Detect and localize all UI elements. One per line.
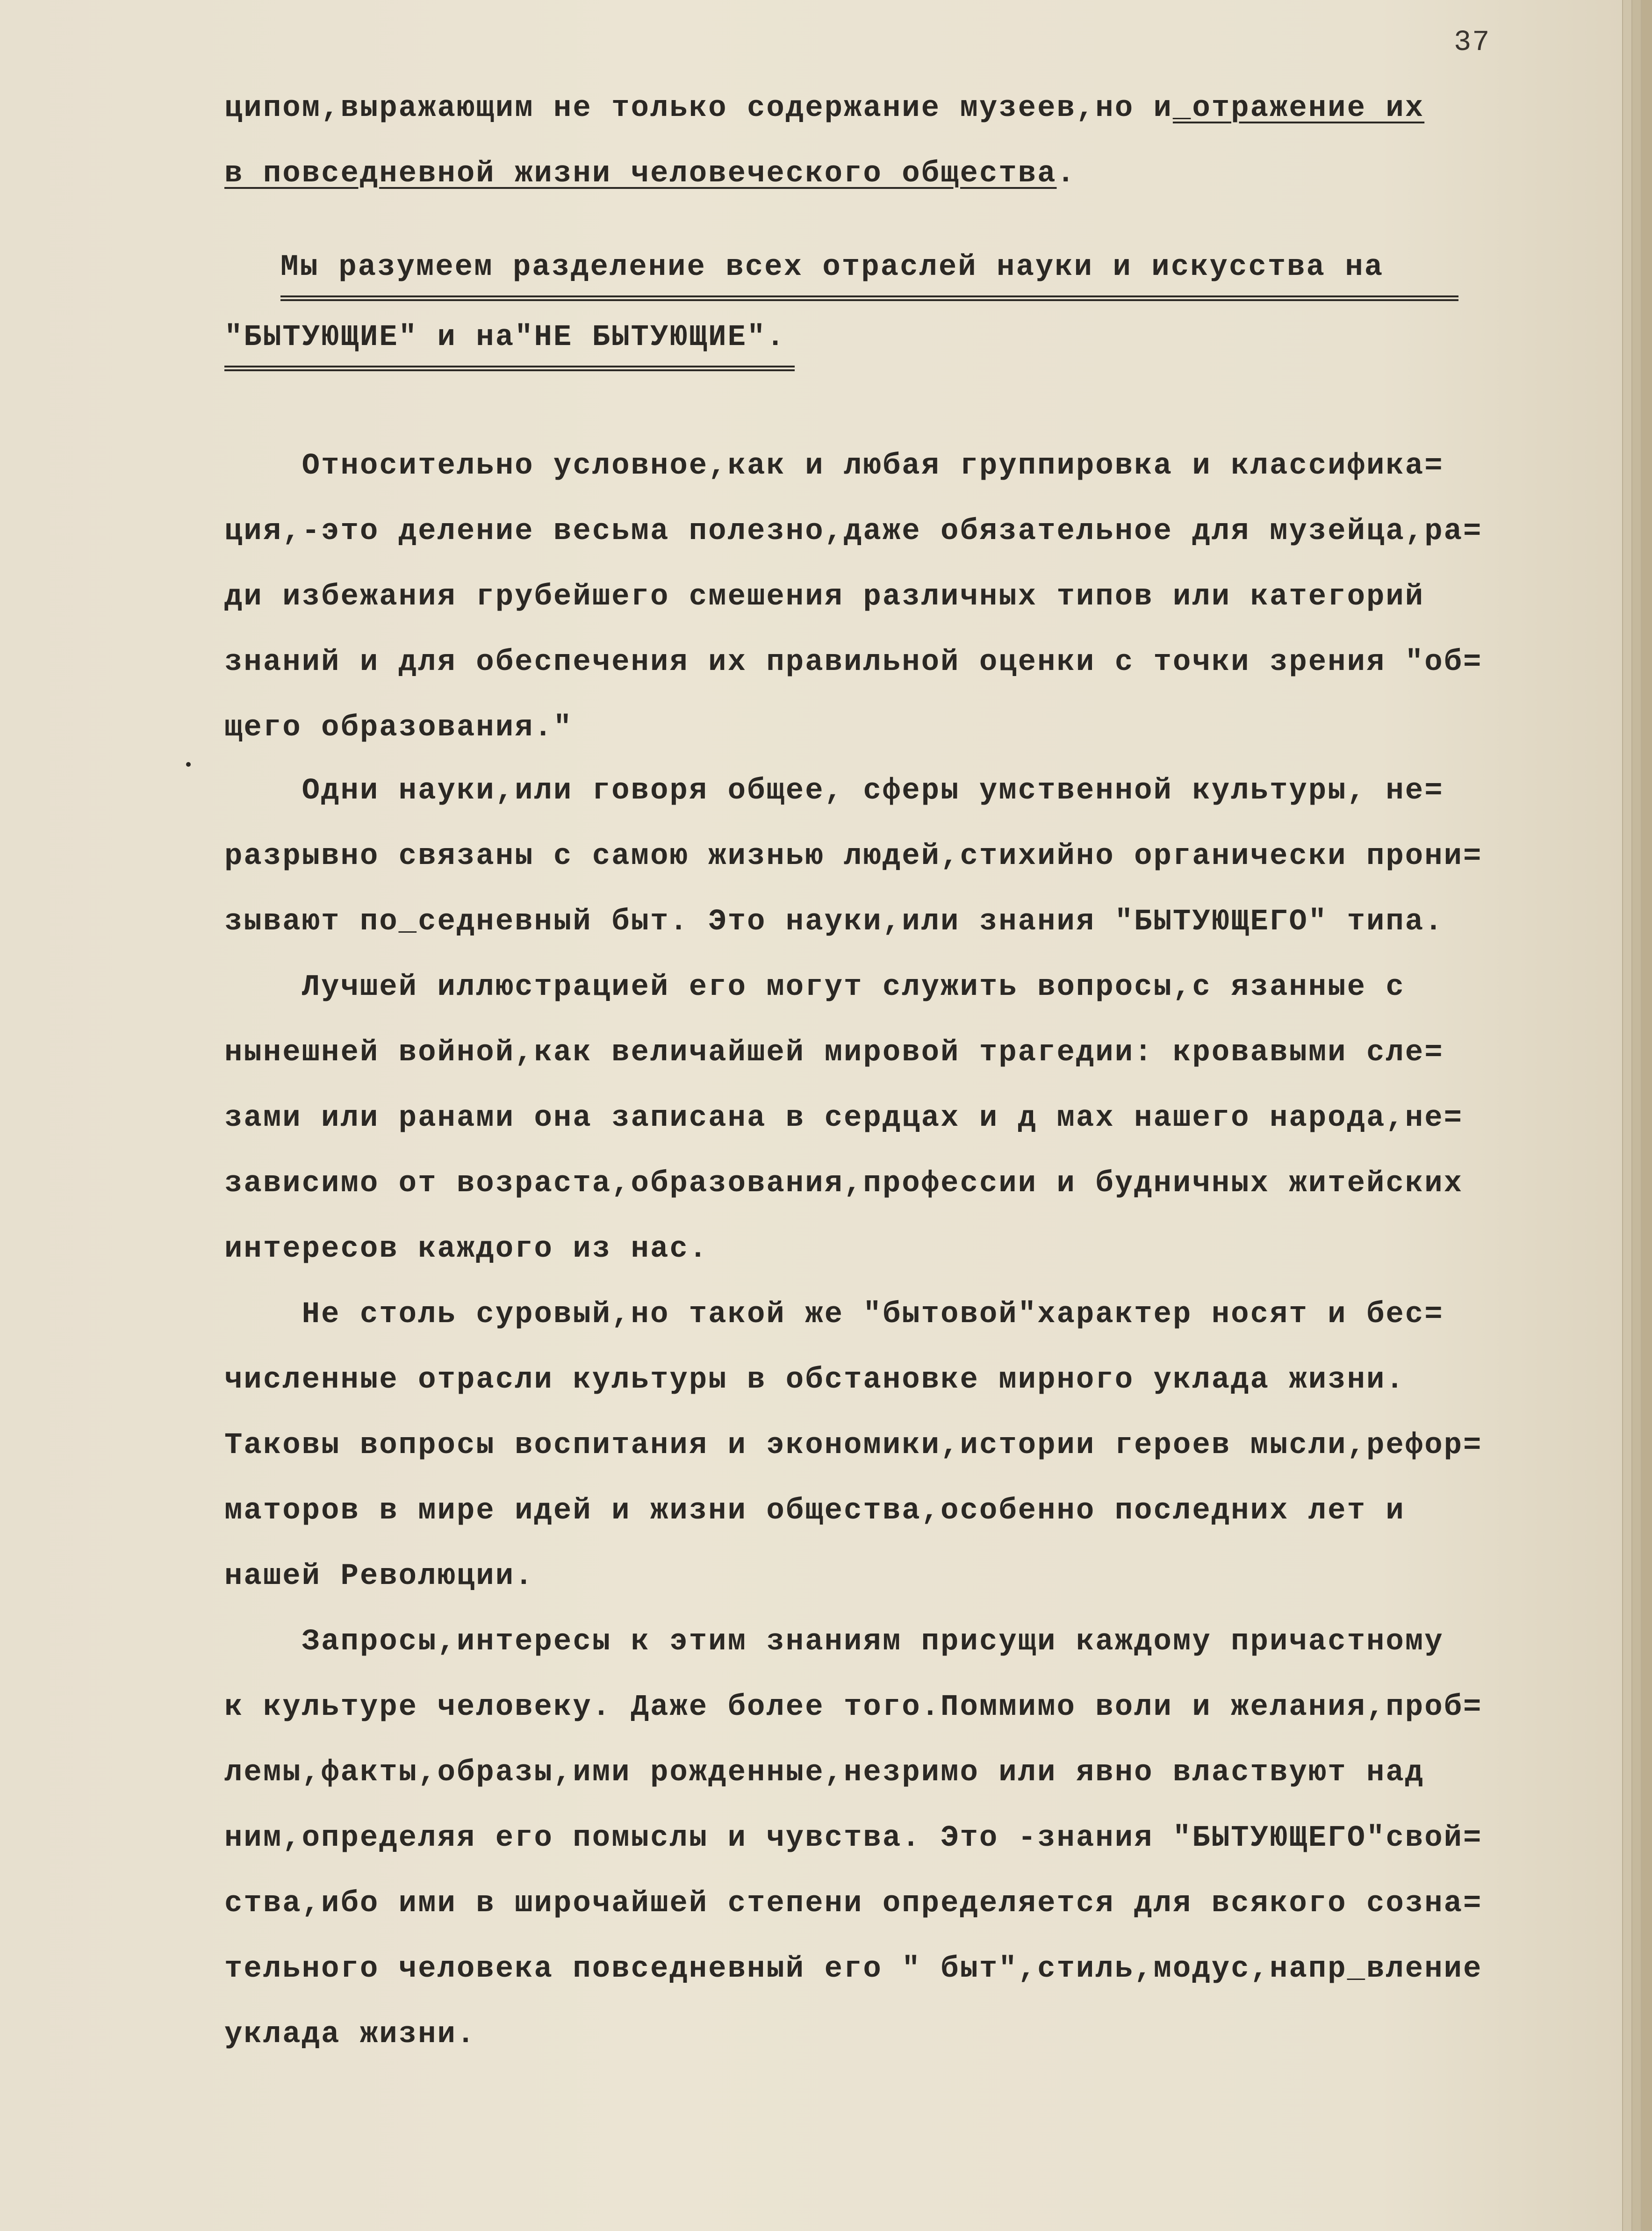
page-edge bbox=[1641, 0, 1652, 2231]
paragraph-5-line: маторов в мире идей и жизни общества,особенно последних лет и bbox=[224, 1494, 1405, 1528]
paragraph-4-line: зависимо от возраста,образования,профессии и будничных житейских bbox=[224, 1167, 1463, 1201]
paragraph-6-line: ства,ибо ими в широчайшей степени определяется для всякого созна= bbox=[224, 1887, 1483, 1921]
paragraph-6-line: лемы,факты,образы,ими рожденные,незримо или явно властвуют над bbox=[224, 1756, 1425, 1790]
paragraph-5-line: Не столь суровый,но такой же "бытовой"характер носят и бес= bbox=[224, 1298, 1444, 1331]
paragraph-6-line: тельного человека повседневный его " быт",стиль,модус,напр_вление bbox=[224, 1952, 1483, 1986]
paragraph-3-line: разрывно связаны с самою жизнью людей,стихийно органически прони= bbox=[224, 840, 1483, 873]
page-number: 37 bbox=[1454, 26, 1491, 59]
paragraph-6-line: Запросы,интересы к этим знаниям присущи каждому причастному bbox=[224, 1625, 1444, 1659]
ink-speck bbox=[186, 762, 191, 767]
paragraph-6-line: уклада жизни. bbox=[224, 2018, 476, 2051]
paragraph-1-line-1 bbox=[224, 94, 1424, 123]
text-run: ципом,выражающим не только содержание музеев,но и bbox=[224, 92, 1173, 125]
paragraph-2-line: ция,-это деление весьма полезно,даже обязательное для музейца,ра= bbox=[224, 515, 1483, 548]
paragraph-2-line: знаний и для обеспечения их правильной оценки с точки зрения "об= bbox=[224, 646, 1483, 679]
paragraph-4-line: зами или ранами она записана в сердцах и д мах нашего народа,не= bbox=[224, 1101, 1463, 1135]
paragraph-3-line: зывают по_седневный быт. Это науки,или знания "БЫТУЮЩЕГО" типа. bbox=[224, 905, 1444, 939]
paragraph-5-line: численные отрасли культуры в обстановке мирного уклада жизни. bbox=[224, 1363, 1405, 1397]
page-edge bbox=[1622, 0, 1631, 2231]
underlined-text: _отражение их bbox=[1172, 92, 1425, 125]
paragraph-6-line: к культуре человеку. Даже более того.Поммимо воли и желания,проб= bbox=[224, 1691, 1483, 1724]
paragraph-5-line: Таковы вопросы воспитания и экономики,истории героев мысли,рефор= bbox=[224, 1429, 1483, 1462]
heading-line-2: "БЫТУЮЩИЕ" и на"НЕ БЫТУЮЩИЕ". bbox=[224, 321, 786, 354]
paragraph-1-line-2 bbox=[224, 159, 1076, 189]
underlined-text: в повседневной жизни человеческого общества bbox=[224, 157, 1057, 191]
text-run: . bbox=[1056, 157, 1076, 191]
double-underline bbox=[224, 366, 795, 371]
paragraph-4-line: Лучшей иллюстрацией его могут служить вопросы,с язанные с bbox=[224, 971, 1405, 1004]
paragraph-4-line: интересов каждого из нас. bbox=[224, 1232, 709, 1266]
paragraph-2-line: щего образования." bbox=[224, 711, 573, 745]
paragraph-6-line: ним,определяя его помыслы и чувства. Это -знания "БЫТУЮЩЕГО"свой= bbox=[224, 1821, 1483, 1855]
paragraph-3-line: Одни науки,или говоря общее, сферы умственной культуры, не= bbox=[224, 774, 1444, 808]
page-edge bbox=[1631, 0, 1641, 2231]
double-underline bbox=[280, 295, 1458, 301]
paragraph-5-line: нашей Революции. bbox=[224, 1560, 534, 1593]
paragraph-4-line: нынешней войной,как величайшей мировой трагедии: кровавыми сле= bbox=[224, 1036, 1444, 1070]
heading-line-1: Мы разумеем разделение всех отраслей науки и искусства на bbox=[280, 251, 1384, 284]
paragraph-2-line: ди избежания грубейшего смешения различных типов или категорий bbox=[224, 580, 1425, 614]
paragraph-2-line: Относительно условное,как и любая группировка и классифика= bbox=[224, 449, 1444, 483]
